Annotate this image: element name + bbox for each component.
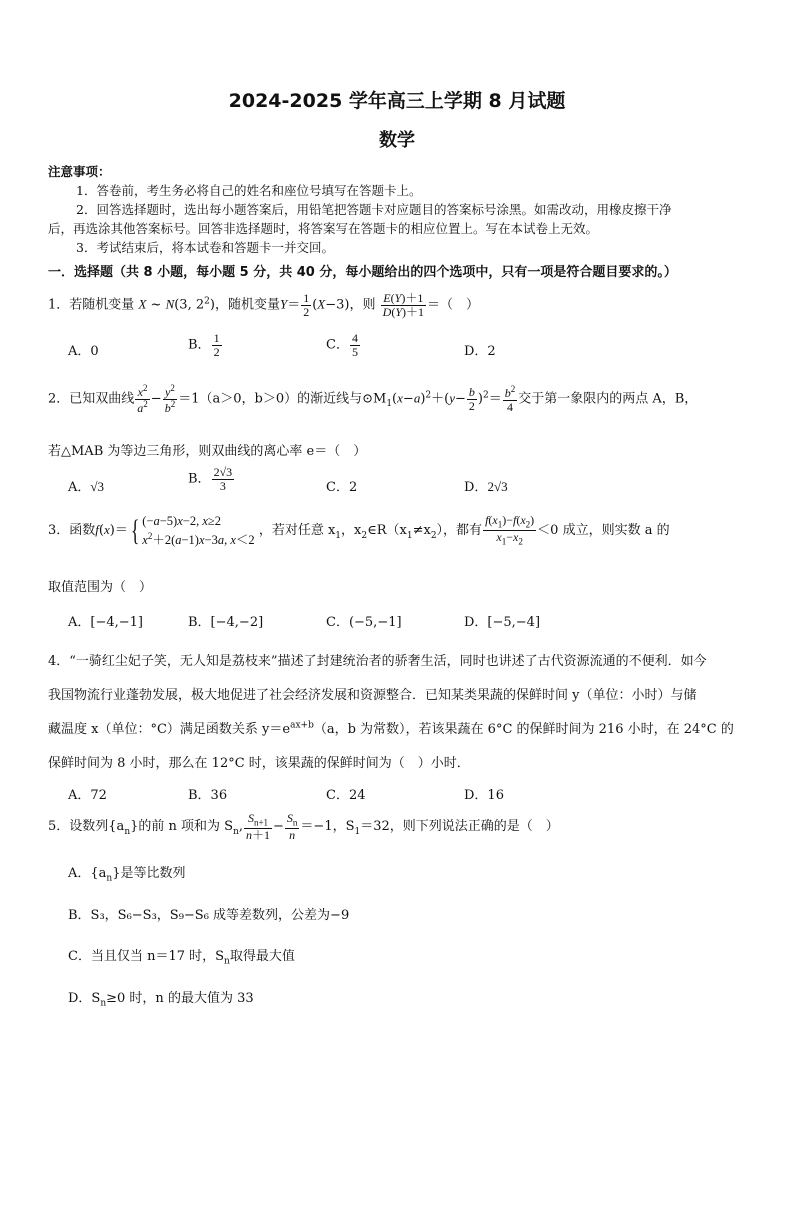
q3-option-d: D．[−5,−4] <box>464 615 541 630</box>
question-2: 2．已知双曲线 $\frac{x^2}{a^2}$ − $\frac{y^2}{b^2}$ ＝1（a＞0，b＞0）的渐近线与$⊙M_1(x-a)^2+(y-$ $\frac{b}{2}$ )$^2$＝ $\frac{b^2}{4}$ 交于第一象限内的两点 A，B， <box>48 383 698 415</box>
q4-option-a: A．72 <box>68 788 107 803</box>
q1-option-a: A．0 <box>68 344 99 359</box>
q4-option-c: C．24 <box>326 788 366 803</box>
question-3-line2: 取值范围为（ ） <box>48 580 153 595</box>
section-heading: 一．选择题（共 8 小题，每小题 5 分，共 40 分，每小题给出的四个选项中，只有一项是符合题目要求的。） <box>48 265 677 280</box>
q3-option-a: A．[−4,−1] <box>68 615 143 630</box>
notice-item-2: 2．回答选择题时，选出每小题答案后，用铅笔把答题卡对应题目的答案标号涂黑。如需改动，用橡皮擦干净 <box>76 202 672 217</box>
q3-option-b: B．[−4,−2] <box>188 615 264 630</box>
q1-option-d: D．2 <box>464 344 496 359</box>
q5-option-d: D．$S_n\ge 0$ 时，n 的最大值为 33 <box>68 991 254 1009</box>
page-title: 2024-2025 学年高三上学期 8 月试题 <box>228 90 566 112</box>
q5-option-c: C．当且仅当 n＝17 时，$S_n$取得最大值 <box>68 949 295 967</box>
question-3: 3．函数f(x)＝{ (−a−5)x−2, x≥2 $x^2+2(a-1)x-3a$, x＜2 ，若对任意 $x_1$，$x_2\in R(x_1\ne x_2)$，都有 $\frac{f(x_1)-f(x_2)}{x_1-x_2}$ ＜0 成立，则实数 a 的 <box>48 513 670 548</box>
notice-item-2-cont: 后，再选涂其他答案标号。回答非选择题时，将答案写在答题卡的相应位置上。写在本试卷上无效。 <box>48 221 599 236</box>
subject-title: 数学 <box>379 130 415 151</box>
question-4-line3: 藏温度 x（单位：°C）满足函数关系 $y=e^{ax+b}(a$，b 为常数），若该果蔬在 6°C 的保鲜时间为 216 小时，在 24°C 的 <box>48 720 734 737</box>
q2-option-c: C．2 <box>326 480 358 495</box>
q5-option-b: B．S₃，S₆−S₃，S₉−S₆ 成等差数列，公差为−9 <box>68 908 350 923</box>
question-4-line4: 保鲜时间为 8 小时，那么在 12°C 时，该果蔬的保鲜时间为（ ）小时． <box>48 756 470 771</box>
question-4-line2: 我国物流行业蓬勃发展，极大地促进了社会经济发展和资源整合．已知某类果蔬的保鲜时间 y（单位：小时）与储 <box>48 688 697 703</box>
q1-option-b: B． $\frac{1}{2}$ <box>188 331 220 359</box>
q2-option-b: B． $\frac{2√3}{3}$ <box>188 465 233 493</box>
q4-option-b: B．36 <box>188 788 228 803</box>
question-5: 5．设数列$\{a_n\}$的前 n 项和为 $S_n$, $\frac{S_{n+1}}{n+1}$ − $\frac{S_n}{n}$ ＝−1，$S_1=32$，则下列说法正确的是（ ） <box>48 811 559 842</box>
q2-option-a: A．√3 <box>68 479 105 495</box>
question-2-line2: 若△MAB 为等边三角形，则双曲线的离心率 e＝（ ） <box>48 444 367 459</box>
question-4-line1: 4．“一骑红尘妃子笑，无人知是荔枝来”描述了封建统治者的骄奢生活，同时也讲述了古代资源流通的不便利．如今 <box>48 654 707 669</box>
q4-option-d: D．16 <box>464 788 504 803</box>
q1-option-c: C． $\frac{4}{5}$ <box>326 331 358 359</box>
q3-option-c: C．(−5,−1] <box>326 615 402 630</box>
notice-item-1: 1．答卷前，考生务必将自己的姓名和座位号填写在答题卡上。 <box>76 183 422 198</box>
q2-option-d: D．2√3 <box>464 479 508 495</box>
question-1: 1．若随机变量 X ~ N(3, $2^2$)，随机变量Y＝ $\frac{1}{2}$ (X−3)，则 $\frac{E(Y)+1}{D(Y)+1}$ ＝（ ） <box>48 291 480 319</box>
q5-option-a: A．$\{a_n\}$是等比数列 <box>68 866 186 884</box>
notice-heading: 注意事项： <box>48 164 111 179</box>
notice-item-3: 3．考试结束后，将本试卷和答题卡一并交回。 <box>76 240 334 255</box>
